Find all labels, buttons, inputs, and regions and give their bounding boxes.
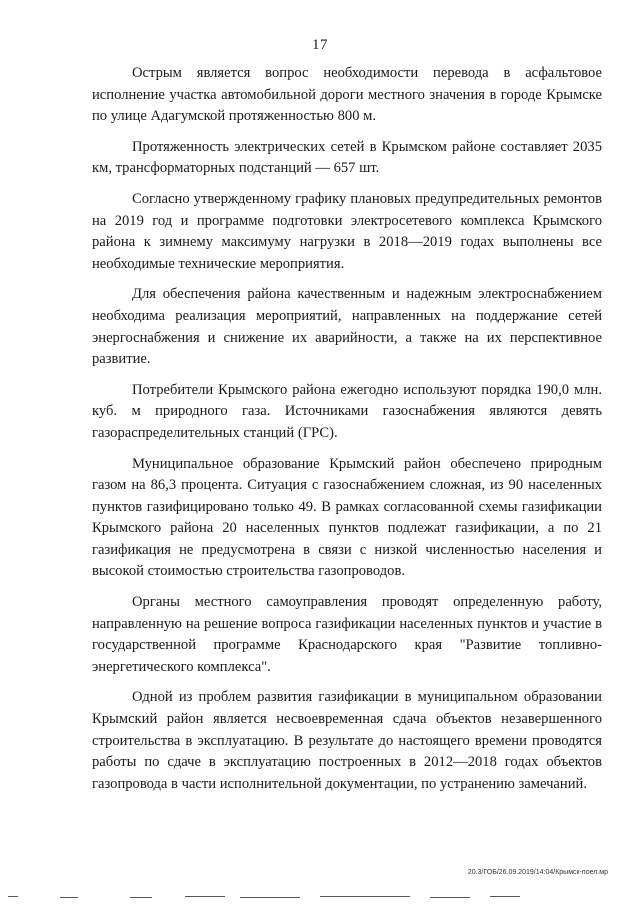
paragraph-gasification-problems: Одной из проблем развития газификации в муниципальном образовании Крымский район является несвоевременная сдача объектов незавершенного строительства в эксплуатацию. В результате до настоящего времени проводятся работы по сдаче в эксплуатацию построенных в 2012—2018 годах объектов газопровода в части исполнительной документации, по устранению замечаний. (92, 689, 602, 792)
scan-mark (8, 896, 18, 897)
paragraph-electric-networks: Протяженность электрических сетей в Крымском районе составляет 2035 км, трансформаторных подстанций — 657 шт. (92, 138, 602, 177)
scan-mark (240, 897, 300, 898)
scan-mark (185, 896, 225, 897)
scan-mark (130, 897, 152, 898)
scan-mark (490, 896, 520, 897)
scan-mark (60, 897, 78, 898)
page-number: 17 (312, 37, 328, 53)
paragraph-road-paving: Острым является вопрос необходимости перевода в асфальтовое исполнение участка автомобильной дороги местного значения в городе Крымске по улице Адагумской протяженностью 800 м. (92, 65, 602, 125)
paragraph-gasification-level: Муниципальное образование Крымский район обеспечено природным газом на 86,3 процента. Ситуация с газоснабжением сложная, из 90 населенных пунктов газифицировано только 49. В рамках согласованной схемы газификации Крымского района 20 населенных пунктов подлежат газификации, а по 21 газификация не предусмотрена в связи с низкой численностью населения и высокой стоимостью строительства газопроводов. (92, 455, 602, 580)
footer-stamp: 20.3/ГОБ/26.09.2019/14:04/Крымск-поел.мр (467, 869, 608, 876)
scan-edge-artifact (0, 892, 640, 900)
paragraph-power-supply: Для обеспечения района качественным и надежным электроснабжением необходима реализация мероприятий, направленных на поддержание сетей энергоснабжения и снижение их аварийности, а также на их перспективное развитие. (92, 286, 602, 368)
paragraph-gas-consumption: Потребители Крымского района ежегодно используют порядка 190,0 млн. куб. м природного газа. Источниками газоснабжения являются девять газораспределительных станций (ГРС). (92, 381, 602, 441)
paragraph-repair-schedule: Согласно утвержденному графику плановых предупредительных ремонтов на 2019 год и программе подготовки электросетевого комплекса Крымского района к зимнему максимуму нагрузки в 2018—2019 годах выполнены все необходимые технические мероприятия. (92, 190, 602, 272)
scan-mark (430, 897, 470, 898)
body-text (92, 63, 602, 804)
scan-mark (320, 896, 410, 897)
paragraph-local-government: Органы местного самоуправления проводят определенную работу, направленную на решение вопроса газификации населенных пунктов и участие в государственной программе Краснодарского края "Развитие топливно-энергетического комплекса". (92, 594, 602, 675)
